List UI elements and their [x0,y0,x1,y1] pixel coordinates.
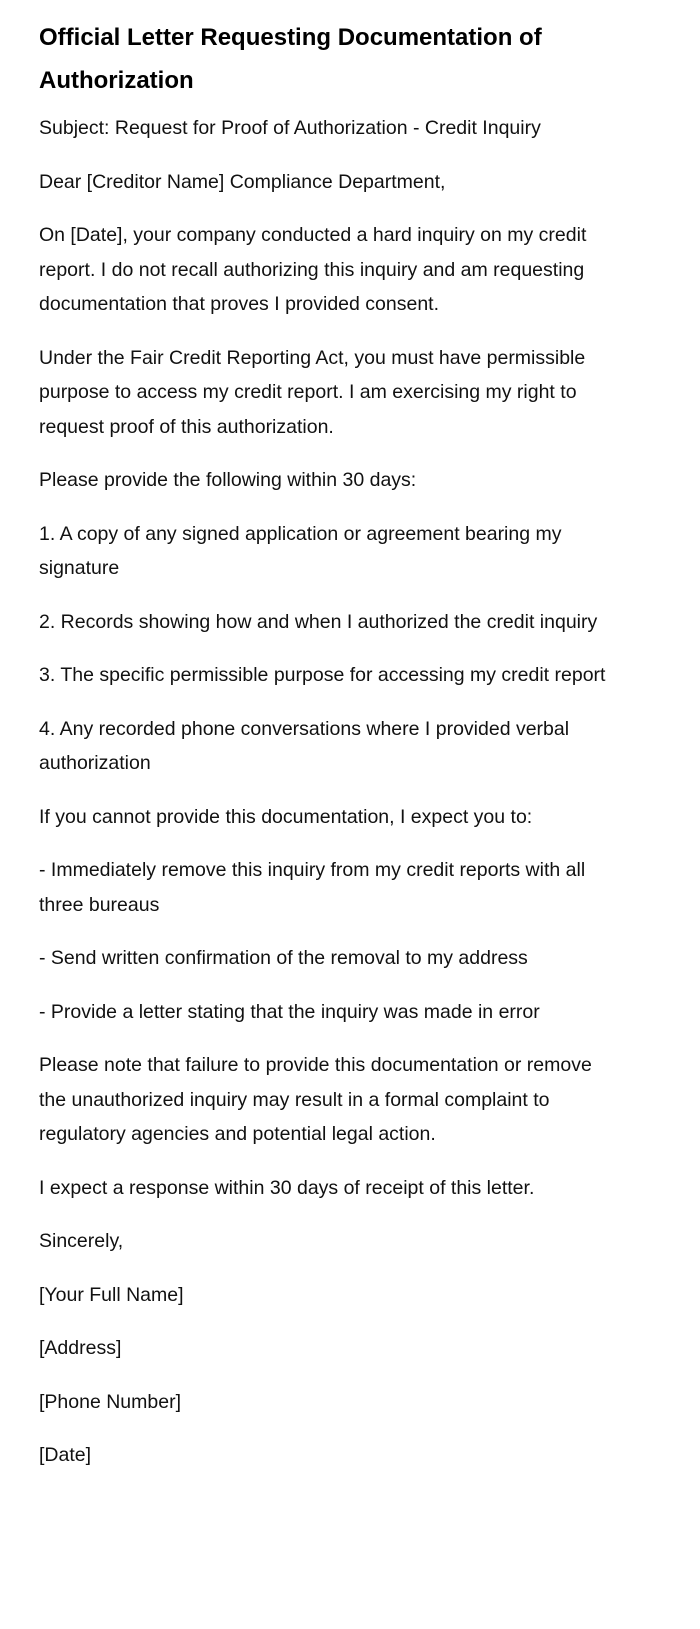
request-item-2: 2. Records showing how and when I authorized the credit inquiry [39,610,598,633]
response-deadline: I expect a response within 30 days of receipt of this letter. [39,1176,535,1199]
letter-title: Official Letter Requesting Documentation of Authorization [39,24,542,94]
signature-date: [Date] [39,1444,92,1466]
request-item-1: 1. A copy of any signed application or agreement bearing my signature [39,522,562,579]
request-intro: Please provide the following within 30 days: [39,469,417,491]
expectation-item-2: - Send written confirmation of the removal to my address [39,947,528,969]
signature-name: [Your Full Name] [39,1283,184,1306]
signature-phone: [Phone Number] [39,1390,181,1413]
signature-address: [Address] [39,1337,122,1359]
body-paragraph-fcra: Under the Fair Credit Reporting Act, you must have permissible purpose to access my credit report. I am exercising my right to request proof of this authorization. [39,346,586,438]
expectation-item-1: - Immediately remove this inquiry from my credit reports with all three bureaus [39,859,586,916]
salutation: Dear [Creditor Name] Compliance Department, [39,170,446,193]
expectation-item-3: - Provide a letter stating that the inquiry was made in error [39,1000,540,1023]
warning-paragraph: Please note that failure to provide this documentation or remove the unauthorized inquiry may result in a formal complaint to regulatory agencies and potential legal action. [39,1054,592,1145]
request-item-3: 3. The specific permissible purpose for accessing my credit report [39,664,606,686]
expectation-intro: If you cannot provide this documentation, I expect you to: [39,805,533,828]
request-item-4: 4. Any recorded phone conversations where I provided verbal authorization [39,717,570,774]
closing: Sincerely, [39,1230,124,1252]
subject-line: Subject: Request for Proof of Authorization - Credit Inquiry [39,117,541,139]
body-paragraph-inquiry: On [Date], your company conducted a hard inquiry on my credit report. I do not recall authorizing this inquiry and am requesting documentation that proves I provided consent. [39,224,587,315]
